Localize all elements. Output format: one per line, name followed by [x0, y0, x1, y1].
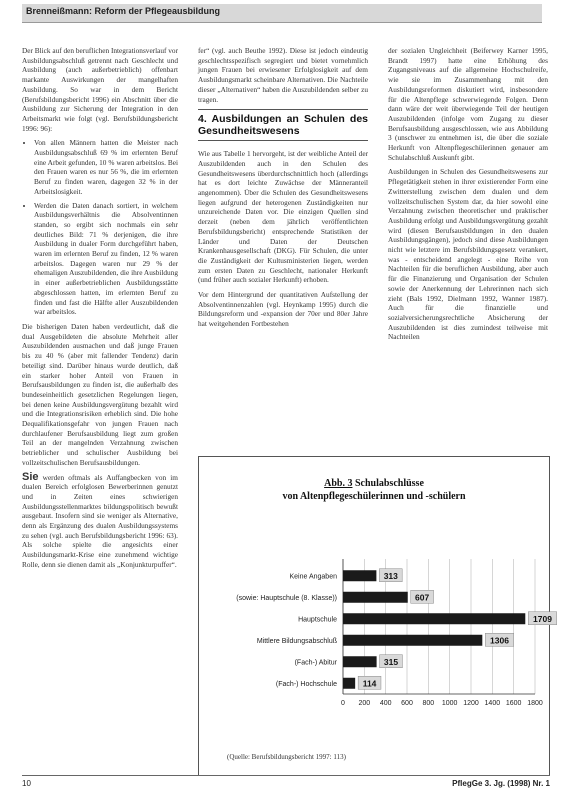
x-tick-label: 0	[341, 700, 345, 707]
category-label: Mittlere Bildungsabschluß	[256, 637, 337, 645]
running-title: Brenneißmann: Reform der Pflegeausbildung	[26, 6, 221, 16]
paragraph: der sozialen Ungleichheit (Beiferwey Karner 1995, Brandt 1997) hatte eine Erhöhung des Zugangsniveaus auf die allgemeine Hochschulreife, wie sie im Zusammenhang mit den Ausbildungsreformen diskutiert wird, insbesondere für die Altenpflege schwerwiegende Folgen. Denn dann wäre der weit überwiegende Teil der heutigen Auszubildenden (infolge vom Zugang zu dieser Berufsausbildung ausgeschlossen, wie aus Abbildung 3 (unschwer zu entnehmen ist, die über die soziale Herkunft von Altenpflegeschülerinnen genauer am Schulabschluß Auskunft gibt.	[388, 46, 548, 162]
value-label: 114	[362, 678, 377, 689]
category-label: (Fach-) Hochschule	[275, 680, 337, 688]
text-column-2	[198, 46, 368, 450]
figure-box	[198, 456, 550, 776]
figure-number: Abb. 3	[324, 478, 353, 489]
value-label: 315	[383, 656, 399, 667]
text-column-3	[388, 46, 548, 450]
x-tick-label: 1600	[505, 700, 522, 707]
figure-subtitle: von Altenpflegeschülerinnen und -schülern	[282, 491, 466, 502]
figure-title-text: Schulabschlüsse	[354, 478, 424, 489]
bar	[343, 592, 408, 603]
value-label: 1306	[490, 635, 509, 646]
bar	[343, 570, 376, 581]
journal-issue: PflegGe 3. Jg. (1998) Nr. 1	[452, 779, 550, 788]
page-footer	[22, 775, 550, 790]
bullet-list	[22, 138, 178, 317]
category-label: (sowie: Hauptschule (8. Klasse))	[236, 594, 337, 602]
value-label: 607	[415, 592, 430, 603]
bar	[343, 678, 355, 689]
x-tick-label: 600	[401, 700, 413, 707]
x-tick-label: 200	[358, 700, 371, 707]
paragraph: Der Blick auf den beruflichen Integrationsverlauf vor Ausbildungsabschluß getrennt nach Geschlecht und Ausbildung (auch außerbetrieblich) offenbart markante Auswirkungen der mangelhaften Ausbildung. So war in dem Bericht (Berufsbildungsbericht 1996) ein Abschnitt über die Ausbildung zur Sicherung der Integration in den Arbeitsmarkt wie folgt (vgl. Berufsbildungsbericht 1996: 96):	[22, 46, 179, 133]
category-label: Keine Angaben	[289, 573, 337, 581]
paragraph-text: werden oftmals als Auffangbecken von im dualen Bereich erfolglosen Bewerberinnen genutzt und in Zeiten eines schwierigen Ausbildungsstellenmarktes bildungspolitisch bewußt ausgebaut. Insofern sind sie weniger als Alternative, denn als Ergänzung des dualen Ausbildungssystems zu sehen (vgl. auch Berufsbildungsbericht 1996: 63). Als solche spielte die angesichts einer Ausbildungsmarkt-Krise eine zunehmend wichtige Rolle, denn sie dienen damit als „Konjunkturpuffer“.	[22, 472, 178, 569]
paragraph: Wie aus Tabelle 1 hervorgeht, ist der weibliche Anteil der Auszubildenden auch in den Schulen des Gesundheitswesens überdurchschnittlich hoch (allerdings hat es dort leichte Zuwächse der Männeranteil angenommen). Über die Schulen des Gesundheitswesens liegen aufgrund der heterogenen Zuständigkeiten nur unzureichende Daten vor. Die einzigen Quellen sind derzeit (neben dem jährlich veröffentlichten Berufsbildungsbericht) entsprechende Statistiken der Länder und Daten der Deutschen Krankenhausgesellschaft (DKG). Für Schulen, die unter die Zuständigkeit der Kultusministerien liegen, werden zum ersten Daten zu Geschlecht, nationaler Herkunft (und früher auch sozialer Herkunft) erhoben.	[198, 149, 368, 285]
category-label: (Fach-) Abitur	[294, 659, 337, 667]
paragraph	[22, 470, 178, 570]
x-tick-label: 1800	[527, 700, 543, 707]
paragraph: fer“ (vgl. auch Beuthe 1992). Diese ist jedoch eindeutig geschlechtsspezifisch segregiert und bietet vornehmlich jungen Frauen bei erwiesener Erfolglosigkeit auf dem Ausbildungsmarkt scheinbare Alternativen. Die Nachteile dieser „Alternativen“ haben die Auszubildenden selber zu tragen.	[198, 46, 368, 104]
lead-word: Sie	[22, 470, 39, 483]
x-tick-label: 1400	[484, 700, 501, 707]
x-tick-label: 800	[422, 700, 435, 707]
value-label: 313	[383, 570, 398, 581]
list-item: • Werden die Daten danach sortiert, in welchem Ausbildungsverhältnis die Absolventinnen standen, so ergibt sich nochmals ein sehr deutliches Bild: 71 % derjenigen, die ihre Ausbildung in dualer Form durchgeführt haben, waren im erlernten Beruf zu finden, 12 % waren arbeitslos. Dagegen waren nur 29 % der ehemaligen Auszubildenden, die ihre Ausbildung in einer außerbetrieblichen Ausbildungsstätte abgeschlossen hatten, im erlernten Beruf zu finden und fast die Hälfte aller Auszubildenden war arbeitslos.	[34, 201, 178, 317]
paragraph: Vor dem Hintergrund der quantitativen Aufstellung der Absolventinnenzahlen (vgl. Heynkamp 1995) durch die Bildungsreform und -expansion der 70er und 80er Jahre hat weitgehenden Fortbestehen	[198, 290, 368, 329]
running-header	[22, 4, 542, 23]
figure-source: (Quelle: Berufsbildungsbericht 1997: 113)	[227, 753, 346, 761]
bar	[343, 635, 482, 646]
text-column-1	[22, 46, 178, 768]
bar	[343, 613, 525, 624]
x-tick-label: 1200	[463, 700, 479, 707]
paragraph: Die bisherigen Daten haben verdeutlicht, daß die dual Ausgebildeten die absolute Mehrheit aller Auszubildenden ausmachen und daß junge Frauen bis zu 40 % (aber mit fallender Tendenz) darin beteiligt sind. Darüber hinaus wurde deutlich, daß ein starker hoher Anteil von Frauen in Berufsausbildungen zu finden ist, die außerhalb des bundeseinheitlich gesetzlichen Regelungen liegen, bei denen keine Ausbildungsvergütung bezahlt wird und die Integrationsrisiken erheblich sind. Die hohe Dequalifikationsgefahr von jungen Frauen nach durchlaufener Berufsausbildung liegt zum großen Teil an der mangelnden Verzahnung zwischen betrieblicher und schulischer Ausbildung bei vollzeitschulischen Berufsausbildungen.	[22, 321, 178, 467]
page-number: 10	[22, 779, 31, 788]
section-heading: 4. Ausbildungen an Schulen des Gesundheitswesens	[198, 109, 368, 141]
value-label: 1709	[533, 613, 552, 624]
x-tick-label: 1000	[441, 700, 458, 707]
x-tick-label: 400	[379, 700, 392, 707]
bar	[343, 656, 377, 667]
paragraph: Ausbildungen in Schulen des Gesundheitswesens zur Pflegetätigkeit stehen in ihrer existierender Form eine Zwitterstellung zwischen dem dualen und dem vollzeitschulischen System dar, da hier sowohl eine Verzahnung zwischen theoretischer und praktischer Ausbildung erfolgt und Ausbildungsvergütung gezahlt wird (diesen Berufsausbildungen in den dualen Ausbildungsgängen), jedoch sind diese Ausbildungen nicht wie letztere im Berufsbildungsgesetz verankert, was - entscheidend angelegt - eine Reihe von Nachteilen für die beruflichen Ausbildung, aber auch für die Finanzierung und Organisation der Schulen sowie der Anerkennung der Lehrerinnen nach sich zieht (Bals 1992, Dielmann 1992, Wanner 1987). Auch für die finanzielle und sozialversicherungsrechtliche Absicherung der Auszubildenden ist dies zumindest teilweise mit Nachteilen	[388, 167, 548, 342]
bar-chart	[199, 457, 552, 775]
list-item: • Von allen Männern hatten die Meister nach Ausbildungsabschluß 69 % im erlernten Beruf eine Arbeit gefunden, 10 % waren arbeitslos. Bei den Frauen waren es nur 56 %, die im erlernten Beruf zu finden waren, dagegen 32 % in der Arbeitslosigkeit.	[34, 138, 178, 196]
category-label: Hauptschule	[298, 616, 337, 624]
